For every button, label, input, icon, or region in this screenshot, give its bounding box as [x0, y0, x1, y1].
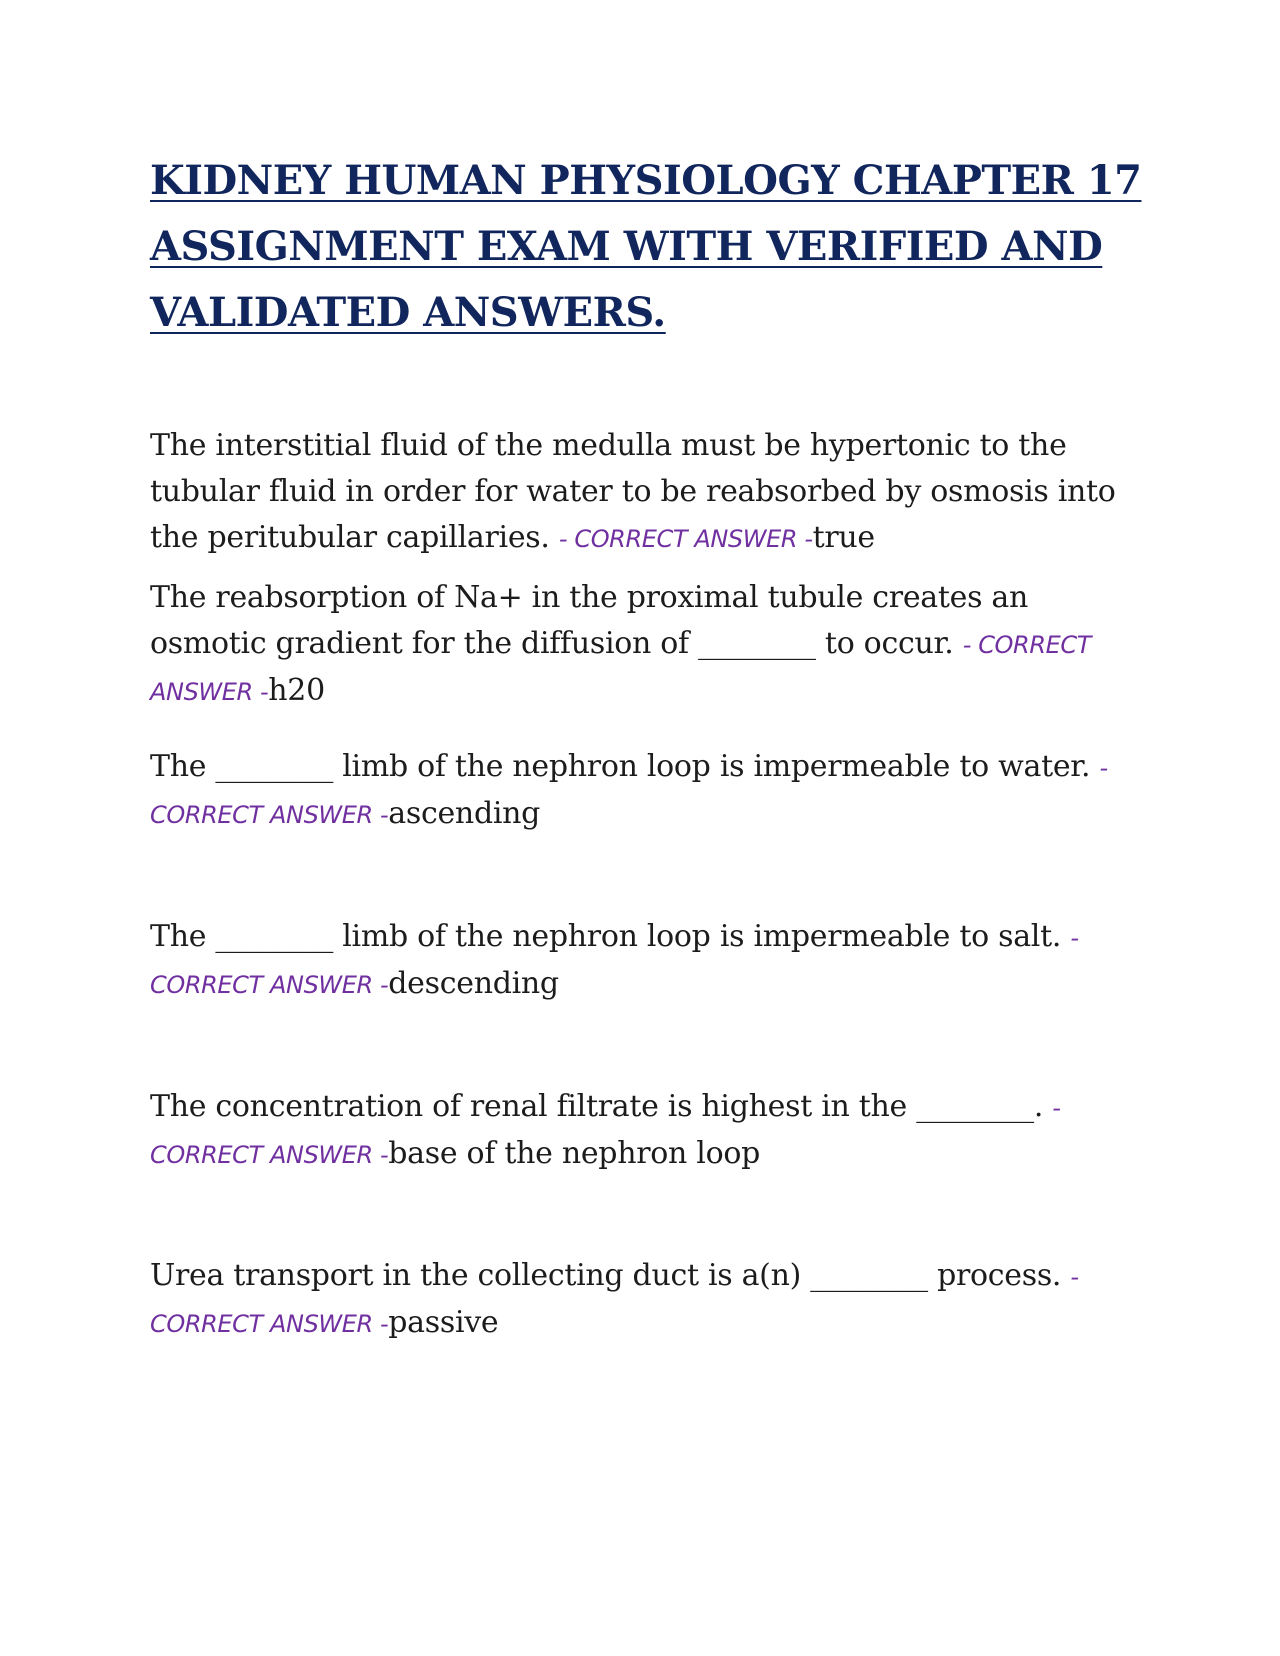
question-item — [150, 1084, 1150, 1178]
question-item — [150, 575, 1150, 715]
correct-answer-marker: - CORRECT ANSWER - — [150, 924, 1079, 999]
correct-answer-marker: - CORRECT ANSWER - — [150, 1263, 1079, 1338]
answer-text: h20 — [268, 673, 325, 708]
answer-text: passive — [388, 1305, 499, 1340]
answer-text: true — [812, 520, 875, 555]
correct-answer-marker: - CORRECT ANSWER - — [150, 631, 1091, 706]
answer-text: base of the nephron loop — [388, 1136, 761, 1171]
question-text: The reabsorption of Na+ in the proximal tubule creates an osmotic gradient for the diffusion of ________ to occur. — [150, 580, 1029, 661]
question-item — [150, 914, 1150, 1008]
answer-text: ascending — [388, 796, 541, 831]
question-text: The concentration of renal filtrate is highest in the ________. — [150, 1089, 1053, 1124]
question-text: The interstitial fluid of the medulla must be hypertonic to the tubular fluid in order for water to be reabsorbed by osmosis into the peritubular capillaries. — [150, 428, 1116, 555]
document-title: KIDNEY HUMAN PHYSIOLOGY CHAPTER 17 ASSIGNMENT EXAM WITH VERIFIED AND VALIDATED ANSWERS. — [150, 157, 1142, 336]
correct-answer-marker: - CORRECT ANSWER - — [150, 1094, 1061, 1169]
question-text: Urea transport in the collecting duct is a(n) ________ process. — [150, 1258, 1071, 1293]
answer-text: descending — [388, 966, 559, 1001]
question-text: The ________ limb of the nephron loop is impermeable to salt. — [150, 919, 1071, 954]
question-item — [150, 1253, 1150, 1347]
question-item — [150, 744, 1150, 838]
question-text: The ________ limb of the nephron loop is impermeable to water. — [150, 749, 1100, 784]
question-item — [150, 423, 1150, 562]
correct-answer-marker: - CORRECT ANSWER - — [558, 525, 813, 553]
correct-answer-marker: - CORRECT ANSWER - — [150, 754, 1108, 829]
